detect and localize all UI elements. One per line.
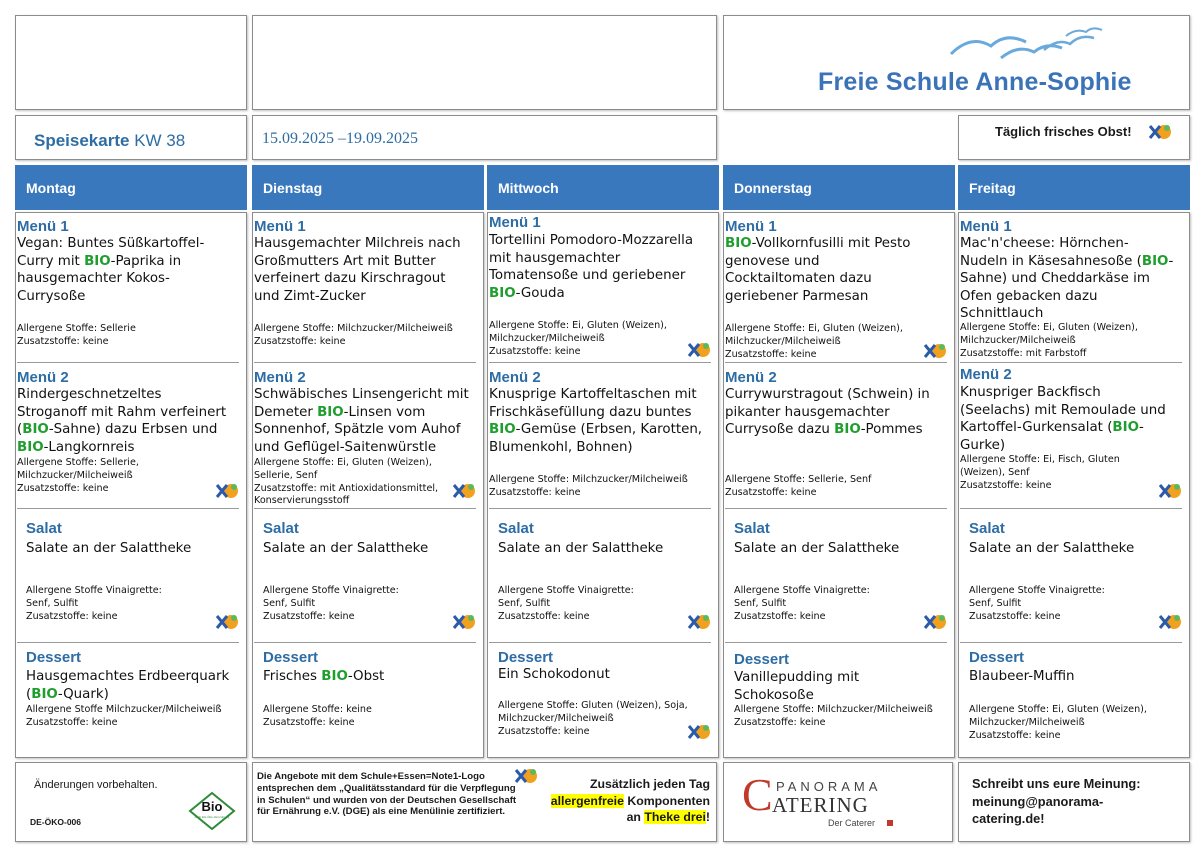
menu-title-label: Speisekarte (34, 131, 130, 150)
dish-line: Gurke) (960, 437, 1006, 453)
section-separator (254, 642, 476, 643)
caterer-red-square (887, 820, 893, 826)
allergen-line: Senf, Sulfit (263, 597, 316, 609)
dish-line: und Zimt-Zucker (254, 288, 366, 304)
dish-line: Mac'n'cheese: Hörnchen- (960, 236, 1129, 251)
caterer-tagline: Der Caterer (828, 818, 876, 828)
allergen-line: Konservierungsstoff (254, 495, 350, 507)
week-label: KW 38 (134, 131, 186, 150)
menu2-title: Menü 2 (725, 369, 777, 386)
dge-text: Die Angebote mit dem Schule+Essen=Note1-Logo entsprechen dem „Qualitätsstandard für die Verpflegung in Schulen“ und wurden von der Deutschen Gesellschaft für Ernährung e.V. (DGE) als eine Menülinie zertifiziert. (257, 771, 517, 818)
dessert-dish (734, 669, 953, 704)
allergen-line: Zusatzstoffe: keine (969, 610, 1061, 622)
allergen-line: Senf, Sulfit (498, 597, 551, 609)
dish-line: BIO-Vollkornfusilli mit Pesto (725, 236, 911, 251)
allergen-line: Zusatzstoffe: keine (960, 479, 1052, 491)
section-separator (17, 508, 239, 509)
menu1-dish (725, 235, 953, 305)
school-essen-logo-icon (1146, 122, 1174, 142)
caterer-name: PANORAMA (776, 779, 882, 794)
school-essen-logo-icon (450, 481, 478, 501)
dish-line: Tortellini Pomodoro-Mozzarella (489, 233, 694, 248)
extra-pre2: an (626, 810, 645, 824)
dish-line: genovese und (725, 253, 820, 269)
menu1-allergen-info (254, 323, 482, 349)
dish-line: (BIO-Quark) (26, 686, 109, 702)
dish-line: Schokosoße (734, 687, 814, 703)
allergen-line: Milchzucker/Milcheiweiß (17, 469, 133, 481)
section-separator (489, 642, 711, 643)
menu2-allergen-info (254, 457, 482, 508)
allergen-line: Zusatzstoffe: mit Farbstoff (960, 347, 1087, 359)
dish-line: Kartoffel-Gurkensalat (BIO- (960, 420, 1144, 436)
school-essen-logo-icon (213, 481, 241, 501)
dish-line: hausgemachter Kokos- (17, 271, 170, 287)
dish-line: pikanter hausgemachter (725, 404, 890, 420)
dessert-title: Dessert (263, 649, 319, 666)
allergen-line: Zusatzstoffe: keine (263, 716, 355, 728)
allergen-line: Allergene Stoffe Vinaigrette: (969, 585, 1105, 596)
menu1-dish (17, 235, 245, 305)
menu2-allergen-info (960, 454, 1188, 492)
dessert-dish (263, 668, 482, 686)
menu2-dish (489, 386, 717, 456)
feedback-line1: Schreibt uns eure Meinung: (972, 776, 1141, 791)
school-essen-logo-icon (450, 612, 478, 632)
section-separator (960, 362, 1182, 363)
menu2-title: Menü 2 (960, 366, 1012, 383)
allergen-line: Allergene Stoffe Vinaigrette: (26, 585, 162, 596)
theke-highlight: Theke drei (644, 810, 706, 824)
allergen-line: Zusatzstoffe: keine (263, 610, 355, 622)
allergen-line: Allergene Stoffe: Sellerie, (17, 457, 139, 468)
day-header-2: Mittwoch (487, 165, 719, 210)
dessert-title: Dessert (734, 651, 790, 668)
school-essen-logo-icon (1156, 612, 1184, 632)
salat-dish (969, 540, 1188, 558)
allergen-line: Allergene Stoffe: Ei, Gluten (Weizen), (725, 323, 903, 334)
dish-line: Curry mit BIO-Paprika in (17, 253, 182, 269)
allergen-line: Allergene Stoffe: Ei, Gluten (Weizen), (969, 704, 1147, 715)
allergen-line: Zusatzstoffe: keine (17, 482, 109, 494)
salat-title: Salat (734, 520, 770, 537)
salat-title: Salat (498, 520, 534, 537)
seagulls-logo-icon (946, 24, 1116, 62)
section-separator (725, 508, 947, 509)
bio-marker: BIO (1141, 253, 1169, 269)
section-separator (254, 508, 476, 509)
day-header-4: Freitag (958, 165, 1190, 210)
menu1-title: Menü 1 (17, 218, 69, 235)
allergen-line: Senf, Sulfit (734, 597, 787, 609)
extra-line3 (528, 809, 710, 826)
menu1-title: Menü 1 (725, 218, 777, 235)
section-separator (489, 362, 711, 363)
dish-line: Currywurstragout (Schwein) in (725, 387, 930, 402)
allergen-line: Zusatzstoffe: mit Antioxidationsmittel, (254, 482, 439, 494)
bio-marker: BIO (1112, 420, 1139, 436)
dessert-dish (498, 666, 717, 684)
dish-line: Stroganoff mit Rahm verfeinert (17, 404, 227, 420)
menu2-allergen-info (489, 474, 717, 500)
allergen-line: Zusatzstoffe: keine (725, 348, 817, 360)
dish-line: Knusprige Kartoffeltaschen mit (489, 387, 697, 402)
school-essen-logo-icon (213, 612, 241, 632)
dish-line: Knuspriger Backfisch (960, 385, 1101, 400)
salat-title: Salat (969, 520, 1005, 537)
day-header-1: Dienstag (252, 165, 484, 210)
section-separator (489, 508, 711, 509)
bio-seal-text: Bio (201, 799, 223, 814)
allergen-line: Allergene Stoffe: Milchzucker/Milcheiweiß (734, 704, 933, 715)
extra-post2: ! (705, 810, 710, 824)
extra-rest1: Komponenten (623, 793, 710, 808)
menu1-dish (960, 235, 1188, 323)
allergen-line: Zusatzstoffe: keine (498, 725, 590, 737)
dessert-allergen-info (26, 704, 245, 730)
dessert-dish (26, 668, 245, 703)
allergen-line: Allergene Stoffe: Sellerie (17, 323, 136, 334)
bio-marker: BIO (834, 422, 861, 438)
dish-line: Hausgemachter Milchreis nach (254, 236, 461, 251)
section-separator (17, 362, 239, 363)
bio-marker: BIO (317, 404, 344, 420)
allergen-line: Zusatzstoffe: keine (489, 345, 581, 357)
salat-dish (26, 540, 245, 558)
bio-marker: BIO (725, 236, 752, 251)
allergen-line: Zusatzstoffe: keine (725, 486, 817, 498)
allergen-line: Zusatzstoffe: keine (26, 716, 118, 728)
header-box-left (15, 15, 247, 110)
salat-dish (734, 540, 953, 558)
dish-line: BIO-Gemüse (Erbsen, Karotten, (489, 422, 703, 438)
dessert-allergen-info (263, 704, 482, 730)
salat-dish (498, 540, 717, 558)
dessert-dish (969, 668, 1188, 686)
dish-line: Ofen gebacken dazu (960, 288, 1098, 304)
salat-title: Salat (26, 520, 62, 537)
section-separator (254, 362, 476, 363)
allergen-line: Zusatzstoffe: keine (254, 335, 346, 347)
allergen-line: Allergene Stoffe: Ei, Gluten (Weizen), (254, 457, 432, 468)
day-header-0: Montag (15, 165, 247, 210)
bio-marker: BIO (31, 686, 58, 702)
dish-line: BIO-Gouda (489, 285, 565, 301)
allergen-line: Allergene Stoffe: keine (263, 704, 372, 715)
dish-line: Salate an der Salattheke (26, 541, 192, 556)
school-name: Freie Schule Anne-Sophie (818, 68, 1132, 96)
dish-line: Schnittlauch (960, 306, 1044, 322)
allergen-line: Zusatzstoffe: keine (734, 610, 826, 622)
allergen-line: Milchzucker/Milcheiweiß (725, 335, 841, 347)
allergen-line: Milchzucker/Milcheiweiß (969, 716, 1085, 728)
school-essen-logo-icon (685, 722, 713, 742)
menu2-title: Menü 2 (17, 369, 69, 386)
school-essen-logo-icon (685, 612, 713, 632)
dessert-title: Dessert (498, 649, 554, 666)
allergen-line: Milchzucker/Milcheiweiß (960, 334, 1076, 346)
allergen-line: Allergene Stoffe: Gluten (Weizen), Soja, (498, 700, 688, 711)
dish-line: Vanillepudding mit (734, 670, 860, 685)
menu1-allergen-info (960, 322, 1188, 360)
menu2-title: Menü 2 (254, 369, 306, 386)
menu1-title: Menü 1 (489, 214, 541, 231)
section-separator (960, 642, 1182, 643)
allergenfree-highlight: allergenfreie (550, 793, 624, 808)
dessert-title: Dessert (26, 649, 82, 666)
extra-components (528, 776, 710, 826)
section-separator (725, 362, 947, 363)
menu2-dish (725, 386, 953, 439)
eco-code: DE-ÖKO-006 (30, 817, 82, 827)
menu1-dish (254, 235, 482, 305)
fruit-note: Täglich frisches Obst! (995, 124, 1132, 139)
header-box-middle (252, 15, 717, 110)
allergen-line: Zusatzstoffe: keine (498, 610, 590, 622)
dessert-allergen-info (969, 704, 1188, 742)
menu2-dish (960, 384, 1188, 454)
menu2-allergen-info (725, 474, 953, 500)
allergen-line: Allergene Stoffe Milchzucker/Milcheiweiß (26, 704, 222, 715)
dish-line: Schwäbisches Linsengericht mit (254, 387, 469, 402)
menu1-title: Menü 1 (254, 218, 306, 235)
feedback-email-2[interactable]: catering.de! (972, 811, 1045, 826)
allergen-line: Zusatzstoffe: keine (489, 486, 581, 498)
day-header-3: Donnerstag (723, 165, 955, 210)
allergen-line: (Weizen), Senf (960, 466, 1030, 478)
menu1-allergen-info (489, 320, 717, 358)
dish-line: (Seelachs) mit Remoulade und (960, 402, 1166, 418)
dish-line: mit hausgemachter (489, 250, 621, 266)
dish-line: Cocktailtomaten dazu (725, 271, 872, 287)
dish-line: (BIO-Sahne) dazu Erbsen und (17, 422, 218, 438)
menu1-title: Menü 1 (960, 218, 1012, 235)
dessert-title: Dessert (969, 649, 1025, 666)
allergen-line: Zusatzstoffe: keine (734, 716, 826, 728)
salat-dish (263, 540, 482, 558)
menu1-allergen-info (17, 323, 245, 349)
date-range: 15.09.2025 –19.09.2025 (262, 130, 418, 147)
feedback (972, 775, 1141, 828)
allergen-line: Senf, Sulfit (969, 597, 1022, 609)
extra-line1: Zusätzlich jeden Tag (589, 777, 710, 791)
dish-line: Tomatensoße und geriebener (489, 268, 686, 284)
school-essen-logo-icon (1156, 481, 1184, 501)
bio-marker: BIO (84, 253, 111, 269)
dish-line: BIO-Langkornreis (17, 439, 135, 455)
extra-line2 (528, 793, 710, 810)
caterer-c: C (742, 769, 773, 820)
allergen-line: Zusatzstoffe: keine (26, 610, 118, 622)
menu2-allergen-info (17, 457, 245, 495)
dish-line: Salate an der Salattheke (498, 541, 664, 556)
dish-line: Demeter BIO-Linsen vom (254, 404, 426, 420)
dish-line: geriebener Parmesan (725, 288, 869, 304)
menu-title (34, 131, 185, 151)
allergen-line: Zusatzstoffe: keine (969, 729, 1061, 741)
allergen-line: Allergene Stoffe: Ei, Fisch, Gluten (960, 454, 1120, 465)
feedback-email-1[interactable]: meinung@panorama- (972, 793, 1104, 809)
caterer-name2: ATERING (772, 793, 869, 817)
allergen-line: Allergene Stoffe Vinaigrette: (498, 585, 634, 596)
dish-line: Currysoße (17, 288, 86, 304)
dish-line: Nudeln in Käsesahnesoße (BIO- (960, 253, 1174, 269)
dish-line: Vegan: Buntes Süßkartoffel- (17, 236, 205, 251)
dish-line: Sahne) und Cheddarkäse im (960, 271, 1150, 287)
bio-marker: BIO (17, 439, 44, 455)
dish-line: Großmutters Art mit Butter (254, 253, 436, 269)
school-essen-logo-icon (685, 340, 713, 360)
changes-note: Änderungen vorbehalten. (34, 779, 158, 791)
menu1-dish (489, 232, 717, 302)
dish-line: Hausgemachtes Erdbeerquark (26, 669, 230, 684)
dessert-allergen-info (734, 704, 953, 730)
school-essen-logo-icon (921, 612, 949, 632)
dish-line: Blaubeer-Muffin (969, 669, 1075, 684)
dish-line: Currysoße dazu BIO-Pommes (725, 422, 923, 438)
allergen-line: Allergene Stoffe Vinaigrette: (263, 585, 399, 596)
section-separator (725, 642, 947, 643)
allergen-line: Allergene Stoffe: Sellerie, Senf (725, 474, 872, 485)
allergen-line: Allergene Stoffe Vinaigrette: (734, 585, 870, 596)
allergen-line: Sellerie, Senf (254, 469, 318, 481)
section-separator (17, 642, 239, 643)
dish-line: und Geflügel-Saitenwürstle (254, 439, 437, 455)
menu2-title: Menü 2 (489, 369, 541, 386)
allergen-line: Milchzucker/Milcheiweiß (489, 332, 605, 344)
section-separator (960, 508, 1182, 509)
salat-title: Salat (263, 520, 299, 537)
allergen-line: Senf, Sulfit (26, 597, 79, 609)
allergen-line: Allergene Stoffe: Ei, Gluten (Weizen), (960, 322, 1138, 333)
menu1-allergen-info (725, 323, 953, 361)
dish-line: Rindergeschnetzeltes (17, 387, 162, 402)
school-essen-logo-icon (921, 341, 949, 361)
dish-line: verfeinert dazu Kirschragout (254, 271, 446, 287)
dish-line: Salate an der Salattheke (734, 541, 900, 556)
bio-marker: BIO (321, 669, 348, 684)
bio-marker: BIO (489, 285, 516, 301)
allergen-line: Zusatzstoffe: keine (17, 335, 109, 347)
allergen-line: Allergene Stoffe: Milchzucker/Milcheiweiß (254, 323, 453, 334)
dish-line: Blumenkohl, Bohnen) (489, 439, 633, 455)
bio-seal-sub: nach EG-Öko-Verordnung (194, 815, 230, 819)
menu2-dish (17, 386, 245, 456)
dish-line: Frischkäsefüllung dazu buntes (489, 404, 692, 420)
dish-line: Ein Schokodonut (498, 667, 610, 682)
dish-line: Salate an der Salattheke (263, 541, 429, 556)
menu2-dish (254, 386, 482, 456)
bio-marker: BIO (489, 422, 516, 438)
bio-marker: BIO (22, 422, 49, 438)
dish-line: Salate an der Salattheke (969, 541, 1135, 556)
allergen-line: Milchzucker/Milcheiweiß (498, 712, 614, 724)
dish-line: Sonnenhof, Spätzle vom Auhof (254, 422, 461, 438)
dish-line: Frisches BIO-Obst (263, 669, 385, 684)
allergen-line: Allergene Stoffe: Ei, Gluten (Weizen), (489, 320, 667, 331)
allergen-line: Allergene Stoffe: Milchzucker/Milcheiweiß (489, 474, 688, 485)
